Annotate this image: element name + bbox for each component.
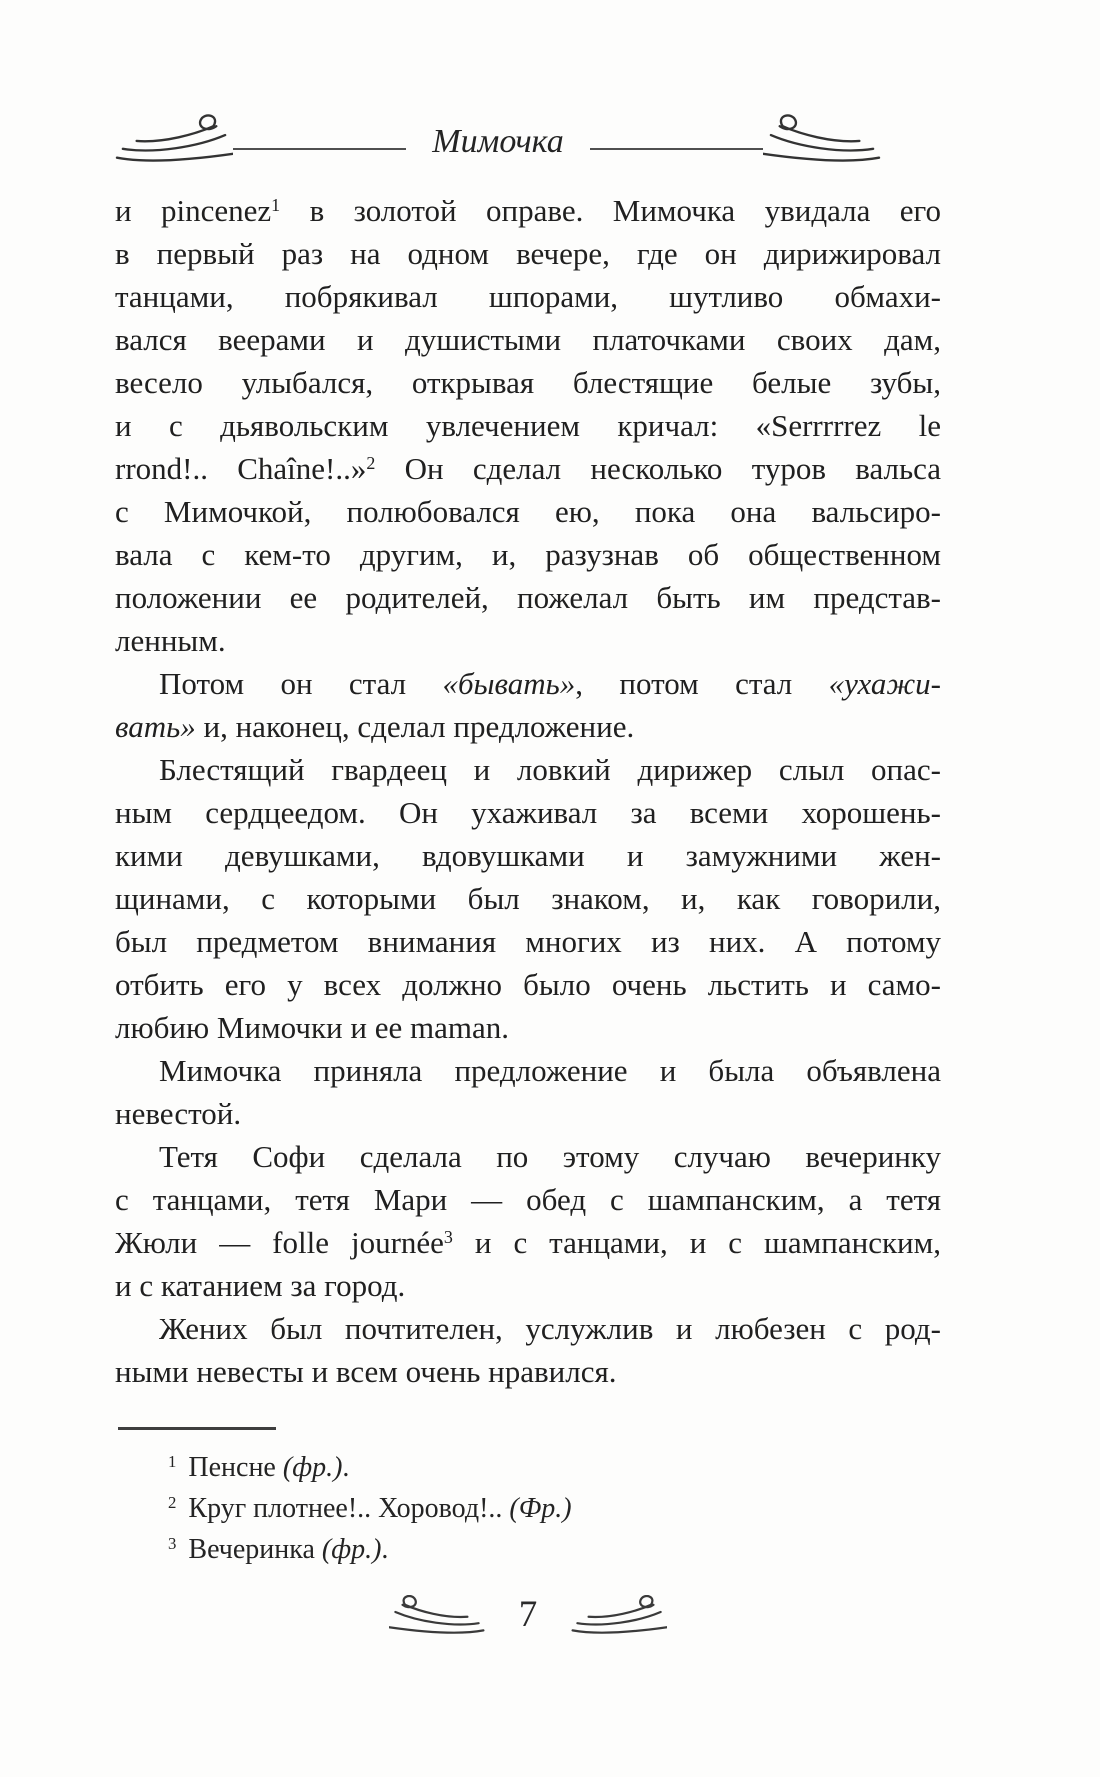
- text-segment: Круг плотнее!.. Хоровод!..: [188, 1493, 510, 1524]
- text-segment: (фр.): [321, 1534, 382, 1565]
- text-segment: кими девушками, вдовушками и замужними жен-: [115, 838, 941, 873]
- text-line: [115, 318, 941, 361]
- text-segment: был предметом внимания многих из них. А потому: [115, 924, 941, 959]
- footnote-marker: 1: [168, 1451, 177, 1471]
- text-line: [115, 1221, 941, 1264]
- text-segment: вала с кем-то другим, и, разузнав об общественном: [115, 537, 941, 572]
- text-segment: Блестящий гвардеец и ловкий дирижер слыл опас-: [159, 752, 941, 787]
- footer-flourish-right-icon: [571, 1595, 667, 1637]
- text-segment: rrond!.. Chaîne!..»: [115, 451, 367, 486]
- text-segment: ными невесты и всем очень нравился.: [115, 1354, 617, 1389]
- text-line: [115, 447, 941, 490]
- text-segment: и с катанием за город.: [115, 1268, 406, 1303]
- text-segment: ленным.: [115, 623, 226, 658]
- text-line: [115, 619, 941, 662]
- text-line: [115, 490, 941, 533]
- paragraph: [115, 748, 941, 1049]
- text-segment: , потом стал: [575, 666, 829, 701]
- text-segment: весело улыбался, открывая блестящие белые зубы,: [115, 365, 941, 400]
- text-segment: Мимочка приняла предложение и была объявлена: [159, 1053, 941, 1088]
- footnote-marker: 3: [168, 1533, 177, 1553]
- text-segment: .: [342, 1452, 350, 1483]
- running-title: Мимочка: [432, 123, 564, 160]
- text-segment: и с танцами, и с шампанским,: [452, 1225, 941, 1260]
- footnote-marker: 2: [168, 1492, 177, 1512]
- text-segment: танцами, побрякивал шпорами, шутливо обмахи-: [115, 279, 941, 314]
- paragraph: [115, 1049, 941, 1135]
- text-segment: Пенсне: [188, 1452, 283, 1483]
- text-segment: отбить его у всех должно было очень льстить и само-: [115, 967, 941, 1002]
- footnotes: [168, 1447, 938, 1570]
- text-line: [115, 189, 941, 232]
- header-rule-left: [233, 148, 406, 150]
- text-segment: и с дьявольским увлечением кричал: «Serrrrrez le: [115, 408, 941, 443]
- header-flourish-right-icon: [763, 114, 881, 166]
- footnote-ref: 3: [443, 1227, 453, 1248]
- text-line: [115, 1350, 941, 1393]
- page-number: 7: [518, 1593, 538, 1635]
- text-segment: вался веерами и душистыми платочками своих дам,: [115, 322, 941, 357]
- text-line: [115, 1049, 941, 1092]
- paragraph: [115, 662, 941, 748]
- text-line: [115, 662, 941, 705]
- text-segment: в золотой оправе. Мимочка увидала его: [280, 193, 941, 228]
- header-flourish-left-icon: [115, 114, 233, 166]
- footer-flourish-left-icon: [389, 1595, 485, 1637]
- text-segment: Жюли — folle journée: [115, 1225, 444, 1260]
- text-segment: Он сделал несколько туров вальса: [375, 451, 941, 486]
- text-line: [115, 576, 941, 619]
- text-line: [115, 1092, 941, 1135]
- text-line: [115, 1307, 941, 1350]
- footnote-separator: [118, 1427, 276, 1430]
- text-segment: щинами, с которыми был знаком, и, как говорили,: [115, 881, 941, 916]
- text-segment: Потом он стал: [159, 666, 443, 701]
- header-rule-right: [590, 148, 763, 150]
- text-line: [115, 275, 941, 318]
- text-line: [115, 1006, 941, 1049]
- running-header: [115, 112, 881, 168]
- text-segment: Вечеринка: [188, 1534, 322, 1565]
- text-line: [115, 1264, 941, 1307]
- text-segment: в первый раз на одном вечере, где он дирижировал: [115, 236, 941, 271]
- text-line: [115, 705, 941, 748]
- text-line: [115, 877, 941, 920]
- text-line: [115, 1135, 941, 1178]
- text-segment: вать»: [115, 709, 196, 744]
- text-segment: ным сердцеедом. Он ухаживал за всеми хорошень-: [115, 795, 941, 830]
- text-segment: и, наконец, сделал предложение.: [195, 709, 635, 744]
- text-segment: Жених был почтителен, услужлив и любезен с род-: [159, 1311, 941, 1346]
- text-segment: (фр.): [282, 1452, 343, 1483]
- text-segment: Тетя Софи сделала по этому случаю вечеринку: [159, 1139, 941, 1174]
- text-segment: (Фр.): [509, 1493, 572, 1524]
- footnote: [168, 1488, 938, 1529]
- text-line: [115, 1178, 941, 1221]
- paragraph: [115, 189, 941, 662]
- text-segment: любию Мимочки и ее maman.: [115, 1010, 509, 1045]
- text-line: [115, 920, 941, 963]
- text-segment: с танцами, тетя Мари — обед с шампанским, а тетя: [115, 1182, 941, 1217]
- footnote: [168, 1447, 938, 1488]
- text-line: [115, 361, 941, 404]
- text-line: [115, 963, 941, 1006]
- footnote: [168, 1529, 938, 1570]
- footnote-ref: 2: [366, 453, 376, 474]
- text-line: [115, 834, 941, 877]
- text-segment: «ухажи-: [828, 666, 941, 701]
- text-segment: «бывать»: [442, 666, 576, 701]
- paragraph: [115, 1135, 941, 1307]
- text-line: [115, 791, 941, 834]
- text-line: [115, 404, 941, 447]
- text-segment: положении ее родителей, пожелал быть им представ-: [115, 580, 941, 615]
- page-body: [115, 189, 941, 1393]
- text-line: [115, 533, 941, 576]
- text-line: [115, 232, 941, 275]
- paragraph: [115, 1307, 941, 1393]
- footnote-ref: 1: [271, 195, 281, 216]
- text-segment: и pincenez: [115, 193, 272, 228]
- text-segment: невестой.: [115, 1096, 242, 1131]
- text-segment: с Мимочкой, полюбовался ею, пока она вальсиро-: [115, 494, 941, 529]
- page-footer: [115, 1588, 941, 1644]
- text-line: [115, 748, 941, 791]
- text-segment: .: [381, 1534, 389, 1565]
